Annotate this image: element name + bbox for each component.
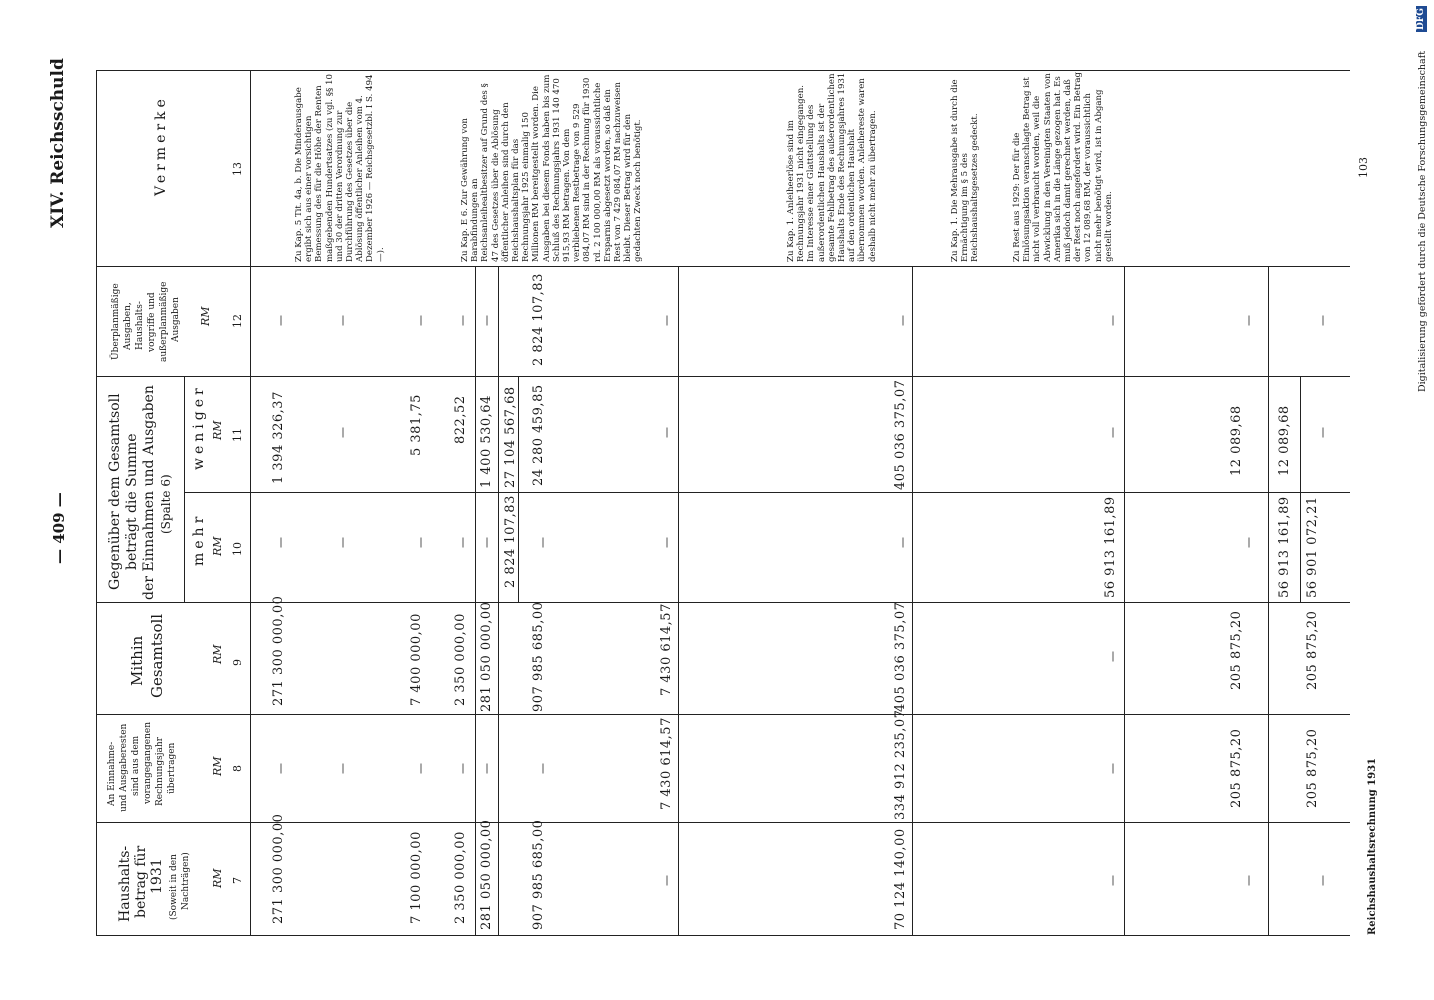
page-number-top: — 409 — bbox=[50, 492, 68, 564]
note-kap1-anleihe: Zu Kap. 1. Anleiheerlöse sind im Rechnungsjahr 1931 nicht eingegangen. Im Interesse einer Glattstellung des außerordentlichen Haushalts ist der gesamte Fehlbetrag des außerordentlichen Haushalts Ende des Rechnungsjahres 1931 auf den ordentlichen Haushalt übernommen worden. Anleihereste waren deshalb nicht mehr zu übertragen. bbox=[786, 72, 878, 262]
dash bbox=[1249, 538, 1250, 548]
c11-sum: 12 089,68 bbox=[1277, 405, 1292, 476]
col12-line-1: Überplanmäßige bbox=[111, 283, 121, 360]
dash bbox=[903, 316, 904, 326]
rule-header-left bbox=[96, 70, 97, 935]
rule-row-6 bbox=[1268, 266, 1269, 935]
dash bbox=[281, 316, 282, 326]
col10-title: mehr bbox=[191, 512, 207, 566]
c9-row1: 271 300 000,00 bbox=[271, 595, 286, 706]
group-line-3: der Einnahmen und Ausgaben bbox=[141, 385, 157, 600]
col7-line-4: (Soweit in den bbox=[169, 854, 179, 920]
rule-sum-2 bbox=[1300, 376, 1301, 602]
rule-row-2 bbox=[498, 266, 499, 935]
rule-col11-col10 bbox=[184, 492, 1350, 493]
col12-number: 12 bbox=[231, 314, 244, 328]
col12-line-4: vorgriffe und bbox=[147, 292, 157, 352]
rule-bottom bbox=[96, 935, 1350, 936]
col11-title: weniger bbox=[191, 384, 207, 470]
col8-number: 8 bbox=[231, 765, 244, 772]
col12-line-2: Ausgaben, bbox=[123, 302, 133, 350]
rule-top bbox=[96, 70, 1350, 71]
group-line-2: beträgt die Summe bbox=[124, 433, 140, 570]
c9-row2: 7 400 000,00 bbox=[409, 613, 424, 706]
c11-row8: 12 089,68 bbox=[1229, 405, 1244, 476]
col13-title: Vermerke bbox=[153, 95, 169, 196]
dash bbox=[487, 538, 488, 548]
c9-row3: 2 350 000,00 bbox=[453, 613, 468, 706]
col12-unit: RM bbox=[199, 306, 212, 326]
rule-subhead bbox=[184, 376, 185, 602]
dash bbox=[487, 316, 488, 326]
col11-number: 11 bbox=[231, 428, 244, 442]
col7-line-2: betrag für bbox=[133, 845, 149, 918]
dash bbox=[543, 538, 544, 548]
dash bbox=[1249, 876, 1250, 886]
c9-row5: 907 985 685,00 bbox=[531, 601, 546, 712]
c11-row3: 822,52 bbox=[453, 395, 468, 444]
dash bbox=[343, 316, 344, 326]
col8-line-5: Rechnungsjahr bbox=[155, 737, 165, 806]
dash bbox=[543, 764, 544, 774]
page-number-side: 103 bbox=[1357, 157, 1370, 178]
c7-row4: 281 050 000,00 bbox=[479, 819, 494, 930]
rule-sum-1 bbox=[518, 376, 519, 602]
col8-line-2: und Ausgaberesten bbox=[119, 723, 129, 812]
note-kap5: Zu Kap. 5 Tit. 4a, b. Die Minderausgabe ergibt sich aus einer vorsichtigen Bemessung des für die Höhe der Renten maßgebenden Hundertsatzes (zu vgl. §§ 10 und 30 der dritten Verordnung zur Durchführung des Gesetzes über die Ablösung öffentlicher Anleihen vom 4. Dezember 1926 — Reichsgesetzbl. I S. 494 —). bbox=[294, 73, 386, 262]
group-line-4: (Spalte 6) bbox=[159, 474, 173, 534]
c8-sum: 205 875,20 bbox=[1305, 728, 1320, 808]
rule-col12-col11 bbox=[96, 376, 1350, 377]
c10-sum: 56 913 161,89 bbox=[1277, 496, 1292, 598]
c8-row2: 334 912 235,07 bbox=[893, 709, 908, 820]
dash bbox=[1323, 316, 1324, 326]
col10-unit: RM bbox=[211, 536, 224, 556]
c11-row2: 5 381,75 bbox=[409, 394, 424, 456]
dash bbox=[463, 316, 464, 326]
c8-row1: 7 430 614,57 bbox=[659, 717, 674, 810]
dash bbox=[903, 538, 904, 548]
col8-line-6: übertragen bbox=[167, 742, 177, 794]
dash bbox=[667, 876, 668, 886]
dash bbox=[1323, 428, 1324, 438]
col11-unit: RM bbox=[211, 420, 224, 440]
dash bbox=[487, 764, 488, 774]
col7-number: 7 bbox=[231, 877, 244, 884]
dash bbox=[1113, 652, 1114, 662]
note-kapE6: Zu Kap. E 6. Zur Gewährung von Barabfindungen an Reichsanleihealtbesitzer auf Grund des § 47 des Gesetzes über die Ablösung öffentlicher Anleihen sind durch den Reichshaushaltsplan für das Rechnungsjahr 1925 einmalig 150 Millionen RM bereitgestellt worden. Die Ausgaben bei diesem Fonds haben bis zum Schluß des Rechnungsjahrs 1931 140 470 915,93 RM betragen. Von dem verbliebenen Restbetrage von 9 529 084,07 RM sind in der Rechnung für 1930 rd. 2 100 000,00 RM als voraussichtliche Ersparnis abgesetzt worden, so daß ein Rest von 7 429 084,07 RM nachzuweisen bleibt. Dieser Betrag wird für den gedachten Zweck noch benötigt. bbox=[460, 74, 644, 262]
dash bbox=[281, 538, 282, 548]
col10-number: 10 bbox=[231, 542, 244, 556]
dash bbox=[1113, 764, 1114, 774]
col7-unit: RM bbox=[211, 868, 224, 888]
c7-row5: 907 985 685,00 bbox=[531, 819, 546, 930]
c9-row6: 7 430 614,57 bbox=[659, 603, 674, 696]
dash bbox=[281, 764, 282, 774]
dash bbox=[421, 538, 422, 548]
dash bbox=[1249, 316, 1250, 326]
dash bbox=[421, 764, 422, 774]
dash bbox=[667, 316, 668, 326]
col9-line-1: Mithin bbox=[128, 635, 146, 686]
note-rest-1929: Zu Rest aus 1929: Der für die Einlösungsaktion veranschlagte Betrag ist nicht voll verbraucht worden, weil die Abwicklung in den Vereinigten Staaten von Amerika sich in die Länge gezogen hat. Es muß jedoch damit gerechnet werden, daß der Rest noch angefordert wird. Ein Betrag von 12 089,68 RM, der voraussichtlich nicht mehr benötigt wird, ist in Abgang gestellt worden. bbox=[1012, 71, 1114, 262]
col7-line-1: Haushalts- bbox=[117, 845, 133, 922]
col12-line-5: außerplanmäßige bbox=[159, 281, 169, 362]
c11-row5: 27 104 567,68 bbox=[503, 386, 518, 488]
c8-row3: 205 875,20 bbox=[1229, 728, 1244, 808]
rule-row-5 bbox=[1124, 266, 1125, 935]
rule-col9-col8 bbox=[96, 714, 1350, 715]
c10-net: 56 901 072,21 bbox=[1305, 496, 1320, 598]
c10-row1: 2 824 107,83 bbox=[503, 495, 518, 588]
col9-unit: RM bbox=[211, 644, 224, 664]
col8-line-3: sind aus dem bbox=[131, 735, 141, 796]
dash bbox=[343, 428, 344, 438]
col8-line-4: vorangegangenen bbox=[143, 722, 153, 804]
rule-col13-col12 bbox=[96, 266, 1350, 267]
dash bbox=[421, 316, 422, 326]
col8-unit: RM bbox=[211, 756, 224, 776]
dash bbox=[667, 538, 668, 548]
chapter-title: XIV. Reichsschuld bbox=[48, 58, 68, 228]
col7-line-3: 1931 bbox=[149, 858, 165, 894]
c9-row7: 405 036 375,07 bbox=[893, 601, 908, 712]
col12-line-6: Ausgaben bbox=[171, 297, 181, 342]
c11-row4: 1 400 530,64 bbox=[479, 395, 494, 488]
c7-row6: 70 124 140,00 bbox=[893, 828, 908, 930]
c12-row1: 2 824 107,83 bbox=[531, 273, 546, 366]
col12-line-3: Haushalts- bbox=[135, 301, 145, 350]
dash bbox=[343, 764, 344, 774]
rule-row-1 bbox=[475, 266, 476, 935]
group-line-1: Gegenüber dem Gesamtsoll bbox=[107, 393, 123, 590]
c7-row2: 7 100 000,00 bbox=[409, 831, 424, 924]
rule-row-4 bbox=[912, 266, 913, 935]
c9-row8: 205 875,20 bbox=[1229, 610, 1244, 690]
col13-number: 13 bbox=[231, 162, 244, 176]
c11-row7: 405 036 375,07 bbox=[893, 379, 908, 490]
footer: Reichshaushaltsrechnung 1931 bbox=[1367, 757, 1378, 935]
c7-row3: 2 350 000,00 bbox=[453, 831, 468, 924]
dash bbox=[1323, 876, 1324, 886]
c9-sum: 205 875,20 bbox=[1305, 610, 1320, 690]
dash bbox=[1113, 428, 1114, 438]
col7-line-5: Nachträgen) bbox=[181, 852, 191, 910]
col8-line-1: An Einnahme- bbox=[107, 741, 117, 806]
c10-row2: 56 913 161,89 bbox=[1103, 496, 1118, 598]
dash bbox=[463, 764, 464, 774]
dash bbox=[343, 538, 344, 548]
col9-line-2: Gesamtsoll bbox=[148, 613, 166, 698]
dash bbox=[1113, 316, 1114, 326]
dash bbox=[667, 428, 668, 438]
rule-row-3 bbox=[678, 266, 679, 935]
c11-row6: 24 280 459,85 bbox=[531, 384, 546, 486]
note-kap1-mehrausgabe: Zu Kap. 1. Die Mehrausgabe ist durch die Ermächtigung im § 5 des Reichshaushaltsgesetzes gedeckt. bbox=[950, 79, 981, 262]
dash bbox=[1113, 876, 1114, 886]
dfg-logo: DFG bbox=[1416, 8, 1426, 30]
col9-number: 9 bbox=[231, 659, 244, 666]
rule-header-right bbox=[250, 70, 251, 935]
c11-row1: 1 394 326,37 bbox=[271, 391, 286, 484]
dash bbox=[463, 538, 464, 548]
c9-row4: 281 050 000,00 bbox=[479, 601, 494, 712]
digitization-note: Digitalisierung gefördert durch die Deutsche Forschungsgemeinschaft bbox=[1417, 50, 1428, 392]
c7-row1: 271 300 000,00 bbox=[271, 813, 286, 924]
